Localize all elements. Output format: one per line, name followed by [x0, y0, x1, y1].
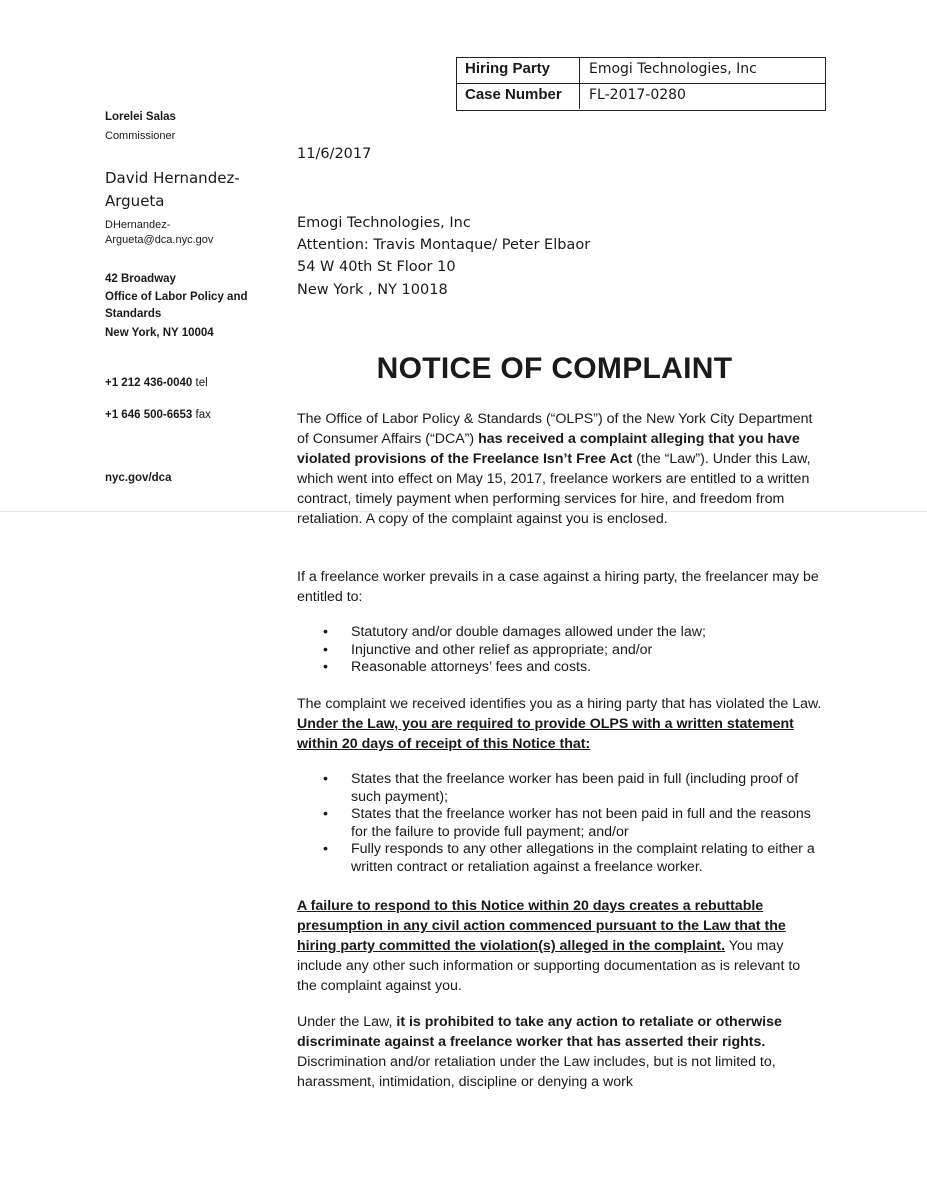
fax-line [105, 409, 211, 421]
recipient-line2: Attention: Travis Montaque/ Peter Elbaor [297, 237, 591, 253]
tel-number: +1 212 436-0040 [105, 377, 193, 389]
list-item: • Fully responds to any other allegations in the complaint relating to either a written contract or retaliation against a freelance worker. [323, 841, 823, 876]
entitlements-list [323, 624, 823, 677]
contact-email-line1: DHernandez- [105, 219, 171, 231]
address-line3: Standards [105, 308, 162, 320]
list-item: • Reasonable attorneys’ fees and costs. [323, 659, 823, 677]
paragraph-requirement-text: The complaint we received identifies you as a hiring party that has violated the Law. [297, 696, 822, 712]
paragraph-failure-emphasis: A failure to respond to this Notice within 20 days creates a rebuttable presumption in any civil action commenced pursuant to the Law that the hiring party committed the violation(s) alleged in the complaint. [297, 898, 786, 954]
website-link[interactable]: nyc.gov/dca [105, 472, 172, 484]
contact-name-line1: David Hernandez- [105, 169, 240, 187]
address-line4: New York, NY 10004 [105, 327, 214, 339]
list-item: • Injunctive and other relief as appropriate; and/or [323, 642, 823, 660]
recipient-line3: 54 W 40th St Floor 10 [297, 259, 456, 275]
commissioner-name: Lorelei Salas [105, 111, 176, 123]
fax-label: fax [195, 409, 211, 421]
paragraph-intro [297, 409, 822, 529]
paragraph-retaliation-text-a: Under the Law, [297, 1014, 397, 1030]
paragraph-requirement [297, 694, 822, 754]
list-item: • Statutory and/or double damages allowed under the law; [323, 624, 823, 642]
paragraph-intro-text-a: The Office of Labor Policy & Standards (“OLPS”) of the New York City Department of Consumer Affairs (“DCA”) [297, 411, 813, 447]
paragraph-failure-warning [297, 896, 822, 996]
tel-label: tel [195, 377, 208, 389]
letter-date: 11/6/2017 [297, 146, 372, 162]
contact-email-line2[interactable]: Argueta@dca.nyc.gov [105, 234, 214, 246]
list-item: • States that the freelance worker has not been paid in full and the reasons for the failure to provide full payment; and/or [323, 806, 823, 841]
case-info-table [456, 57, 826, 111]
paragraph-failure-text: You may include any other such information or supporting documentation as is relevant to the complaint against you. [297, 938, 801, 994]
statement-requirements-list [323, 771, 823, 876]
table-divider [579, 84, 580, 109]
case-number-row [457, 84, 825, 109]
tel-line [105, 377, 208, 389]
paragraph-entitlements: If a freelance worker prevails in a case against a hiring party, the freelancer may be entitled to: [297, 569, 819, 605]
notice-title: NOTICE OF COMPLAINT [376, 352, 733, 385]
paragraph-retaliation [297, 1012, 822, 1092]
list-item: • States that the freelance worker has been paid in full (including proof of such payment); [323, 771, 823, 806]
paragraph-intro-text-c: (the “Law”). Under this Law, which went into effect on May 15, 2017, freelance workers are entitled to a written contract, timely payment when performing services for hire, and freedom from retaliation. A copy of the complaint against you is enclosed. [297, 451, 811, 527]
paragraph-retaliation-text-c: Discrimination and/or retaliation under the Law includes, but is not limited to, harassment, intimidation, discipline or denying a work [297, 1054, 776, 1090]
fax-number: +1 646 500-6653 [105, 409, 193, 421]
hiring-party-label: Hiring Party [465, 60, 551, 77]
recipient-line1: Emogi Technologies, Inc [297, 215, 471, 231]
hiring-party-value: Emogi Technologies, Inc [589, 61, 757, 77]
case-number-label: Case Number [465, 86, 562, 103]
case-number-value: FL-2017-0280 [589, 87, 686, 103]
commissioner-title: Commissioner [105, 130, 176, 142]
address-line1: 42 Broadway [105, 273, 176, 285]
paragraph-retaliation-emphasis: it is prohibited to take any action to retaliate or otherwise discriminate against a freelance worker that has asserted their rights. [297, 1014, 782, 1050]
table-divider [579, 58, 580, 83]
recipient-line4: New York , NY 10018 [297, 282, 448, 298]
paragraph-intro-emphasis: has received a complaint alleging that you have violated provisions of the Freelance Isn’t Free Act [297, 431, 800, 467]
hiring-party-row [457, 58, 825, 84]
contact-name-line2: Argueta [105, 192, 165, 210]
address-line2: Office of Labor Policy and [105, 291, 248, 303]
paragraph-requirement-emphasis: Under the Law, you are required to provide OLPS with a written statement within 20 days of receipt of this Notice that: [297, 716, 794, 752]
